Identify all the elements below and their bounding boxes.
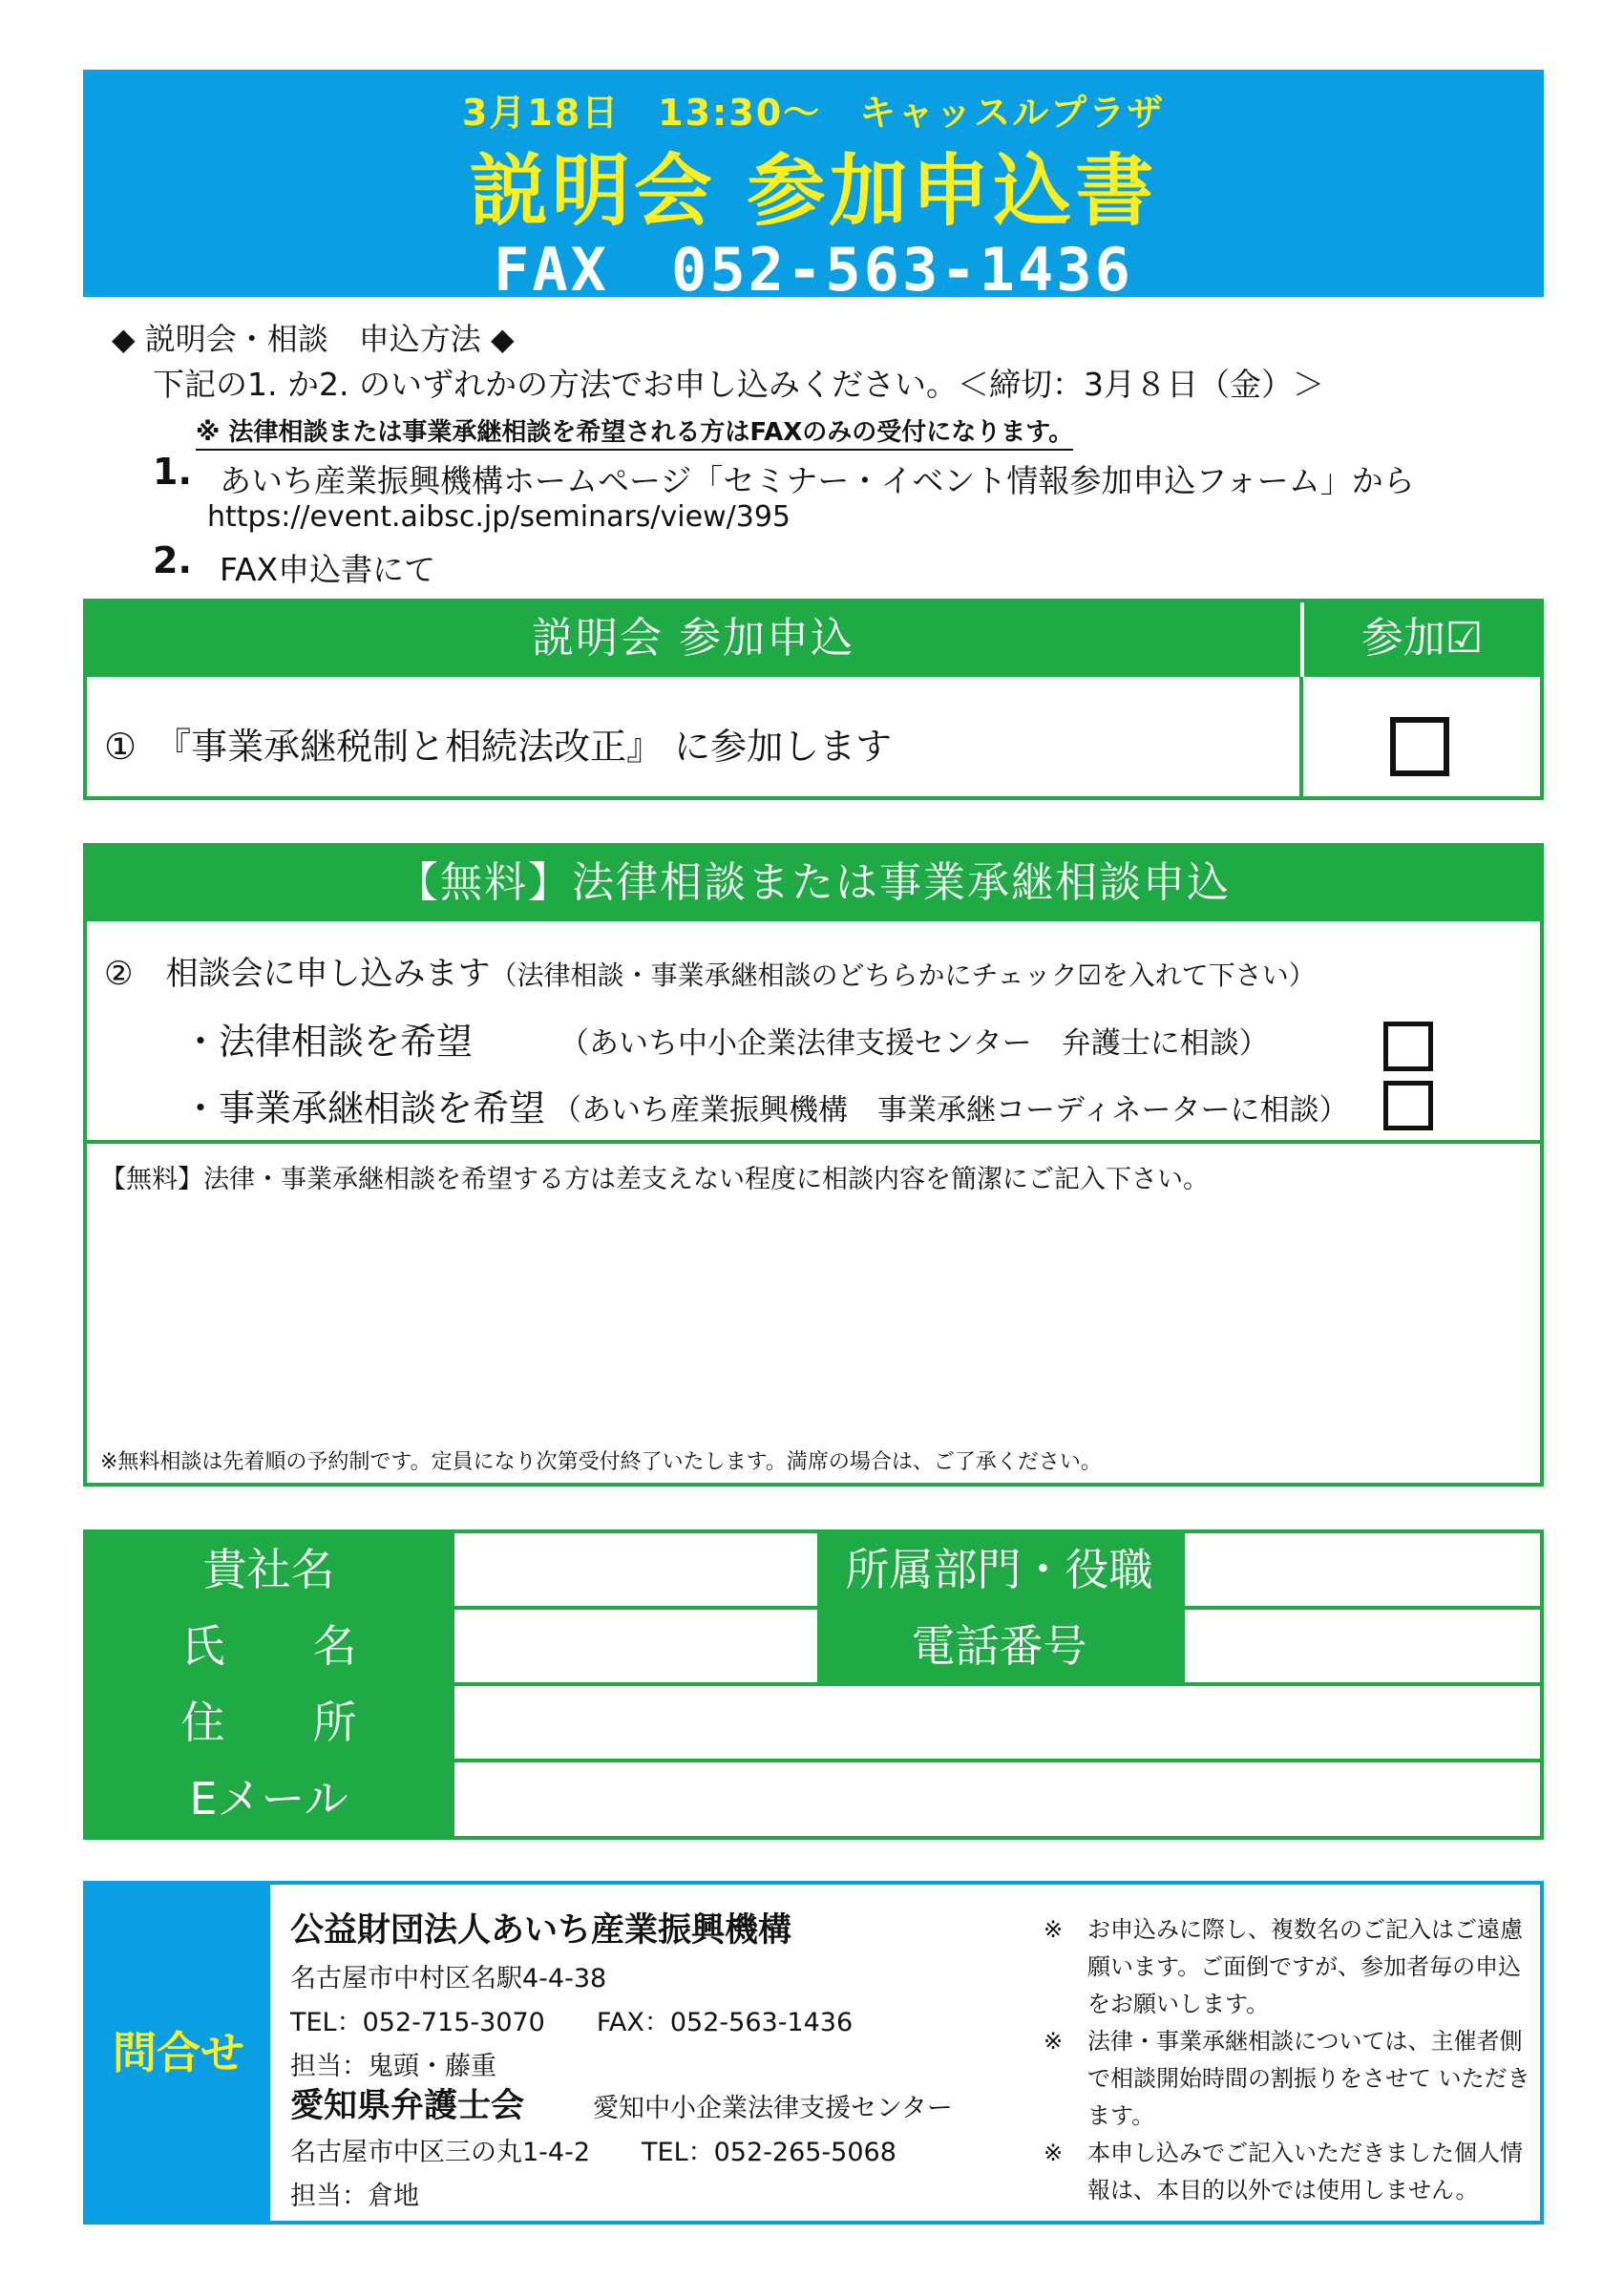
fax-number: FAX 052-563-1436	[494, 235, 1133, 305]
note-text: 本申し込みでご記入いただきました個人情報は、本目的以外では使用しません。	[1087, 2140, 1523, 2204]
instructions-heading: ◆ 説明会・相談 申込方法 ◆	[112, 321, 515, 357]
succession-consultation-checkbox[interactable]	[1383, 1081, 1433, 1130]
consultation-content-label: 【無料】法律・事業承継相談を希望する方は差支えない程度に相談内容を簡潔にご記入下さい。	[100, 1165, 1209, 1194]
form-col-divider	[817, 1533, 821, 1682]
method-2-text: FAX申込書にて	[220, 551, 436, 588]
method-1-number: 1.	[153, 451, 192, 493]
registration-url-link[interactable]: https://event.aibsc.jp/seminars/view/395	[207, 500, 791, 534]
succession-consultation-option: ・事業承継相談を希望	[182, 1087, 546, 1129]
org2-staff: 担当：倉地	[290, 2182, 419, 2211]
fax-only-note: ※ 法律相談または事業承継相談を希望される方はFAXのみの受付になります。	[196, 412, 1073, 451]
email-input[interactable]	[454, 1762, 1540, 1836]
org2-subname: 愛知中小企業法律支援センター	[593, 2094, 953, 2123]
phone-input[interactable]	[1185, 1610, 1540, 1682]
succession-consultation-detail: （あいち産業振興機構 事業承継コーディネーターに相談）	[552, 1093, 1349, 1128]
seminar-application-section	[83, 599, 1544, 800]
seminar-item-label: ① 『事業承継税制と相続法改正』 に参加します	[104, 726, 893, 768]
note-mark: ※	[1044, 1916, 1064, 1943]
note-text: 法律・事業承継相談については、主催者側で相談開始時間の割振りをさせて いただきます。	[1087, 2028, 1530, 2129]
legal-consultation-option: ・法律相談を希望	[182, 1021, 474, 1063]
applicant-info-form	[83, 1529, 1544, 1840]
contact-footer	[83, 1881, 1544, 2225]
consultation-application-section	[83, 843, 1544, 1487]
header-banner	[83, 70, 1544, 305]
instructions-line: 下記の1. か2. のいずれかの方法でお申し込みください。＜締切：3月８日（金）＞	[153, 366, 1324, 403]
address-input[interactable]	[454, 1686, 1540, 1759]
note-text: お申込みに際し、複数名のご記入はご遠慮願います。ご面倒ですが、参加者毎の申込をお願いします。	[1087, 1916, 1523, 2017]
company-input[interactable]	[454, 1533, 817, 1606]
address-label: 住 所	[87, 1686, 451, 1759]
section-divider	[87, 1140, 1540, 1144]
org1-address: 名古屋市中村区名駅4-4-38	[290, 1964, 607, 1993]
consultation-section-title: 【無料】法律相談または事業承継相談申込	[87, 847, 1540, 921]
seminar-participate-checkbox[interactable]	[1390, 717, 1449, 776]
seminar-section-title: 説明会 参加申込	[532, 614, 854, 663]
org2-name: 愛知県弁護士会	[290, 2087, 525, 2125]
consultation-question	[104, 947, 1316, 994]
phone-label: 電話番号	[817, 1610, 1181, 1682]
consultation-question-text: ② 相談会に申し込みます	[104, 955, 491, 993]
contact-label: 問合せ	[113, 2027, 244, 2078]
name-input[interactable]	[454, 1610, 817, 1682]
org1-name: 公益財団法人あいち産業振興機構	[290, 1911, 792, 1950]
form-row-divider	[87, 1606, 1540, 1610]
form-row-divider	[87, 1759, 1540, 1762]
form-col-divider	[451, 1533, 454, 1836]
email-label: Eメール	[87, 1762, 451, 1836]
method-2-number: 2.	[153, 539, 192, 581]
form-row-divider	[87, 1682, 1540, 1686]
legal-consultation-detail: （あいち中小企業法律支援センター 弁護士に相談）	[559, 1026, 1269, 1061]
contact-label-panel	[87, 1885, 270, 2221]
company-label: 貴社名	[87, 1533, 451, 1606]
event-date-line: 3月18日 13:30～ キャッスルプラザ	[461, 92, 1166, 134]
form-col-divider	[1181, 1533, 1185, 1682]
page-title: 説明会 参加申込書	[469, 146, 1158, 237]
note-mark: ※	[1044, 2140, 1064, 2166]
method-1-text: あいち産業振興機構ホームページ「セミナー・イベント情報参加申込フォーム」から	[220, 462, 1415, 499]
department-input[interactable]	[1185, 1533, 1540, 1606]
consultation-question-note: （法律相談・事業承継相談のどちらかにチェック☑を入れて下さい）	[490, 960, 1316, 991]
org1-staff: 担当：鬼頭・藤重	[290, 2052, 496, 2081]
seminar-section-header	[87, 602, 1540, 677]
note-mark: ※	[1044, 2028, 1064, 2055]
org2-contact: 名古屋市中区三の丸1-4-2 TEL：052-265-5068	[290, 2138, 896, 2167]
org1-contact: TEL：052-715-3070 FAX：052-563-1436	[290, 2008, 854, 2037]
department-label: 所属部門・役職	[817, 1533, 1181, 1606]
column-divider	[1299, 677, 1303, 797]
reservation-note: ※無料相談は先着順の予約制です。定員になり次第受付終了いたします。満席の場合は、ご了承ください。	[100, 1450, 1102, 1474]
legal-consultation-checkbox[interactable]	[1383, 1022, 1433, 1071]
name-label: 氏 名	[87, 1610, 451, 1682]
participation-column-header: 参加☑	[1360, 614, 1484, 663]
